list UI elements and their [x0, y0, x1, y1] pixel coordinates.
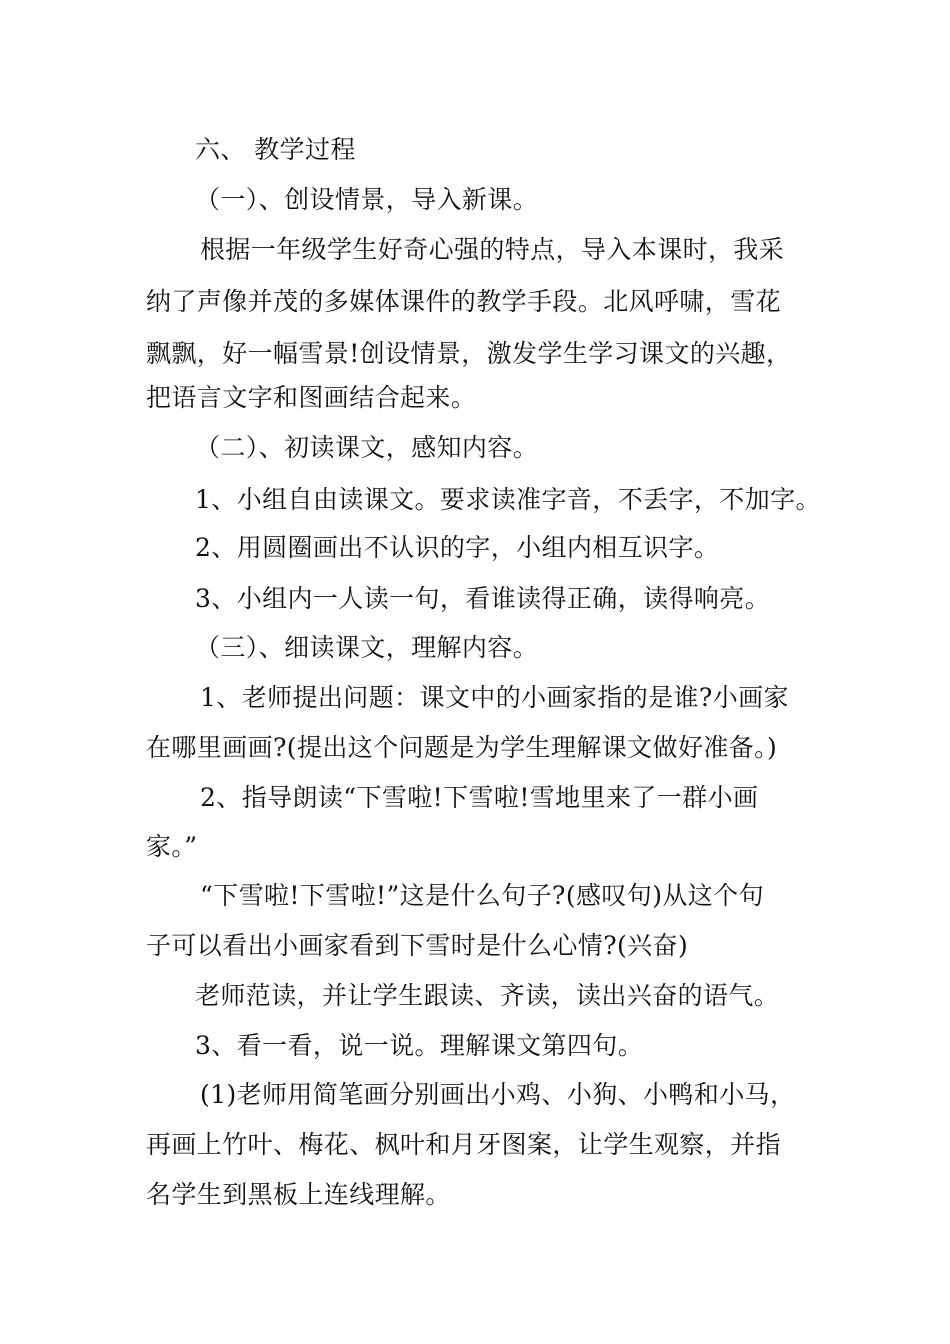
paragraph-line: (1)老师用简笔画分别画出小鸡、小狗、小鸭和小马， — [200, 1080, 796, 1109]
paragraph-line: 纳了声像并茂的多媒体课件的教学手段。北风呼啸，雪花 — [146, 287, 782, 316]
part3-heading: （三）、细读课文，理解内容。 — [195, 633, 539, 662]
paragraph-line: 子可以看出小画家看到下雪时是什么心情?(兴奋) — [146, 931, 689, 960]
list-item: 3、小组内一人读一句，看谁读得正确，读得响亮。 — [195, 584, 771, 613]
paragraph-line: 家。” — [146, 832, 198, 861]
part2-heading: （二）、初读课文，感知内容。 — [195, 433, 539, 462]
list-item: 1、小组自由读课文。要求读准字音，不丢字，不加字。 — [195, 485, 821, 514]
section-heading: 六、 教学过程 — [195, 135, 356, 164]
paragraph-line: 2、指导朗读“下雪啦!下雪啦!雪地里来了一群小画 — [200, 783, 759, 812]
paragraph-line: 在哪里画画?(提出这个问题是为学生理解课文做好准备。) — [146, 733, 778, 762]
paragraph-line: 根据一年级学生好奇心强的特点，导入本课时，我采 — [200, 235, 785, 264]
paragraph-line: 飘飘，好一幅雪景!创设情景，激发学生学习课文的兴趣， — [146, 339, 792, 368]
paragraph-line: 1、老师提出问题：课文中的小画家指的是谁?小画家 — [200, 683, 789, 712]
paragraph-line: 名学生到黑板上连线理解。 — [146, 1180, 451, 1209]
paragraph-line: 再画上竹叶、梅花、枫叶和月牙图案，让学生观察，并指 — [146, 1130, 782, 1159]
list-item: 2、用圆圈画出不认识的字，小组内相互识字。 — [195, 533, 720, 562]
paragraph-line: 3、看一看，说一说。理解课文第四句。 — [195, 1031, 644, 1060]
paragraph-line: 老师范读，并让学生跟读、齐读，读出兴奋的语气。 — [195, 981, 780, 1010]
paragraph-line: 把语言文字和图画结合起来。 — [146, 383, 477, 412]
part1-heading: （一）、创设情景，导入新课。 — [195, 185, 539, 214]
paragraph-line: “下雪啦!下雪啦!”这是什么句子?(感叹句)从这个句 — [200, 881, 764, 910]
